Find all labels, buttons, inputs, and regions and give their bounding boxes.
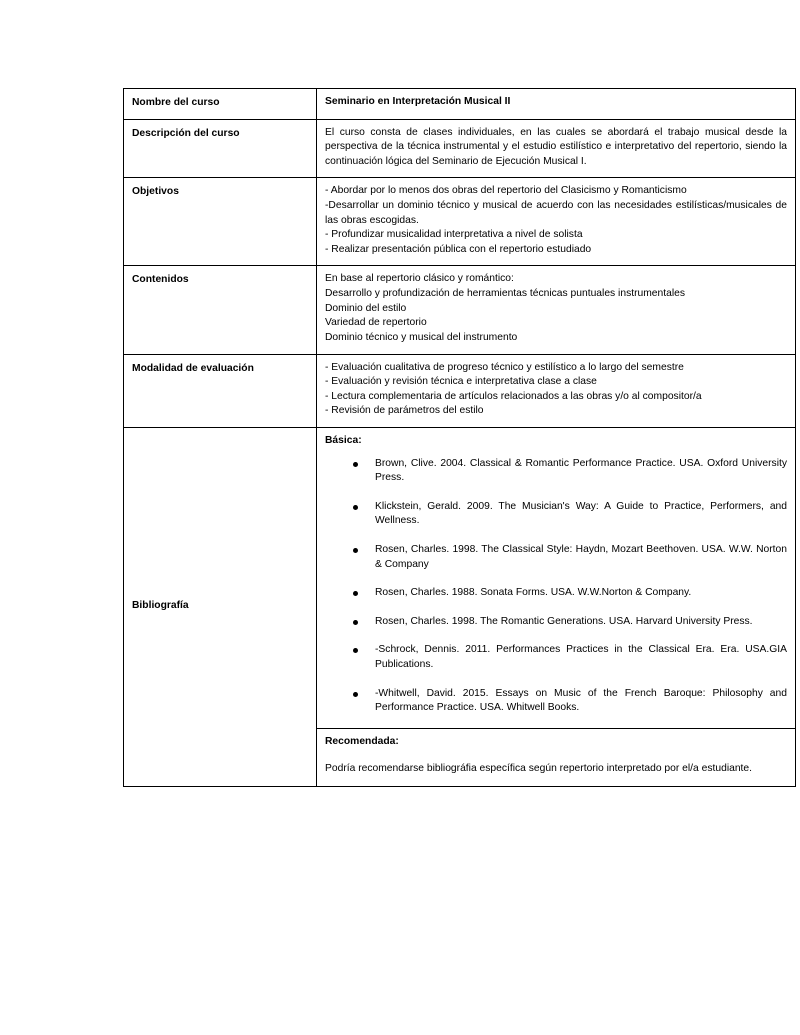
list-item: -Schrock, Dennis. 2011. Performances Practices in the Classical Era. Era. USA.GIA Publications. <box>345 643 787 672</box>
bibliography-basic-block <box>317 428 795 729</box>
list-item: Rosen, Charles. 1988. Sonata Forms. USA. W.W.Norton & Company. <box>345 586 787 601</box>
row-value-contents <box>317 266 796 354</box>
row-label-course-description: Descripción del curso <box>124 119 317 178</box>
objective-line: - Profundizar musicalidad interpretativa a nivel de solista <box>325 229 583 241</box>
row-value-course-name: Seminario en Interpretación Musical II <box>317 89 796 120</box>
content-line: Variedad de repertorio <box>325 317 427 329</box>
table-row-course-description <box>124 119 796 178</box>
list-item: Rosen, Charles. 1998. The Romantic Generations. USA. Harvard University Press. <box>345 615 787 630</box>
table-row-evaluation <box>124 354 796 427</box>
evaluation-line: - Revisión de parámetros del estilo <box>325 405 484 417</box>
row-label-bibliography: Bibliografía <box>124 427 317 786</box>
table-row-bibliography <box>124 427 796 786</box>
row-value-course-description: El curso consta de clases individuales, en las cuales se abordará el trabajo musical desde la perspectiva de la técnica instrumental y el estudio estilístico e interpretativo del repertorio, siendo la continuación lógica del Seminario de Ejecución Musical I. <box>317 119 796 178</box>
table-row-course-name <box>124 89 796 120</box>
row-value-bibliography <box>317 427 796 786</box>
content-line: Dominio del estilo <box>325 302 407 314</box>
evaluation-line: - Lectura complementaria de artículos relacionados a las obras y/o al compositor/a <box>325 390 702 402</box>
course-syllabus-table <box>123 88 796 787</box>
list-item: Brown, Clive. 2004. Classical & Romantic Performance Practice. USA. Oxford University Press. <box>345 457 787 486</box>
list-item: Klickstein, Gerald. 2009. The Musician's Way: A Guide to Practice, Performers, and Wellness. <box>345 500 787 529</box>
bibliography-recommended-text: Podría recomendarse bibliográfia específica según repertorio interpretado por el/a estudiante. <box>325 762 753 774</box>
list-item: Rosen, Charles. 1998. The Classical Style: Haydn, Mozart Beethoven. USA. W.W. Norton & Company <box>345 543 787 572</box>
objective-line: - Abordar por lo menos dos obras del repertorio del Clasicismo y Romanticismo <box>325 185 687 197</box>
content-line: En base al repertorio clásico y romántico: <box>325 273 514 285</box>
bibliography-recommended-block <box>317 729 795 786</box>
evaluation-line: - Evaluación y revisión técnica e interpretativa clase a clase <box>325 376 597 388</box>
row-label-objectives: Objetivos <box>124 178 317 266</box>
row-label-evaluation: Modalidad de evaluación <box>124 354 317 427</box>
bibliography-recommended-heading: Recomendada: <box>325 735 399 747</box>
content-line: Desarrollo y profundización de herramientas técnicas puntuales instrumentales <box>325 288 686 300</box>
row-value-objectives <box>317 178 796 266</box>
bibliography-list <box>325 457 787 716</box>
objective-line: - Realizar presentación pública con el repertorio estudiado <box>325 243 592 255</box>
bibliography-basic-heading: Básica: <box>325 434 362 446</box>
row-value-evaluation <box>317 354 796 427</box>
row-label-contents: Contenidos <box>124 266 317 354</box>
table-row-objectives <box>124 178 796 266</box>
objective-line: -Desarrollar un dominio técnico y musical de acuerdo con las necesidades estilísticas/musicales de las obras escogidas. <box>325 200 787 226</box>
evaluation-line: - Evaluación cualitativa de progreso técnico y estilístico a lo largo del semestre <box>325 361 684 373</box>
list-item: -Whitwell, David. 2015. Essays on Music of the French Baroque: Philosophy and Performance Practice. USA. Whitwell Books. <box>345 687 787 716</box>
row-label-course-name: Nombre del curso <box>124 89 317 120</box>
content-line: Dominio técnico y musical del instrumento <box>325 331 518 343</box>
table-row-contents <box>124 266 796 354</box>
